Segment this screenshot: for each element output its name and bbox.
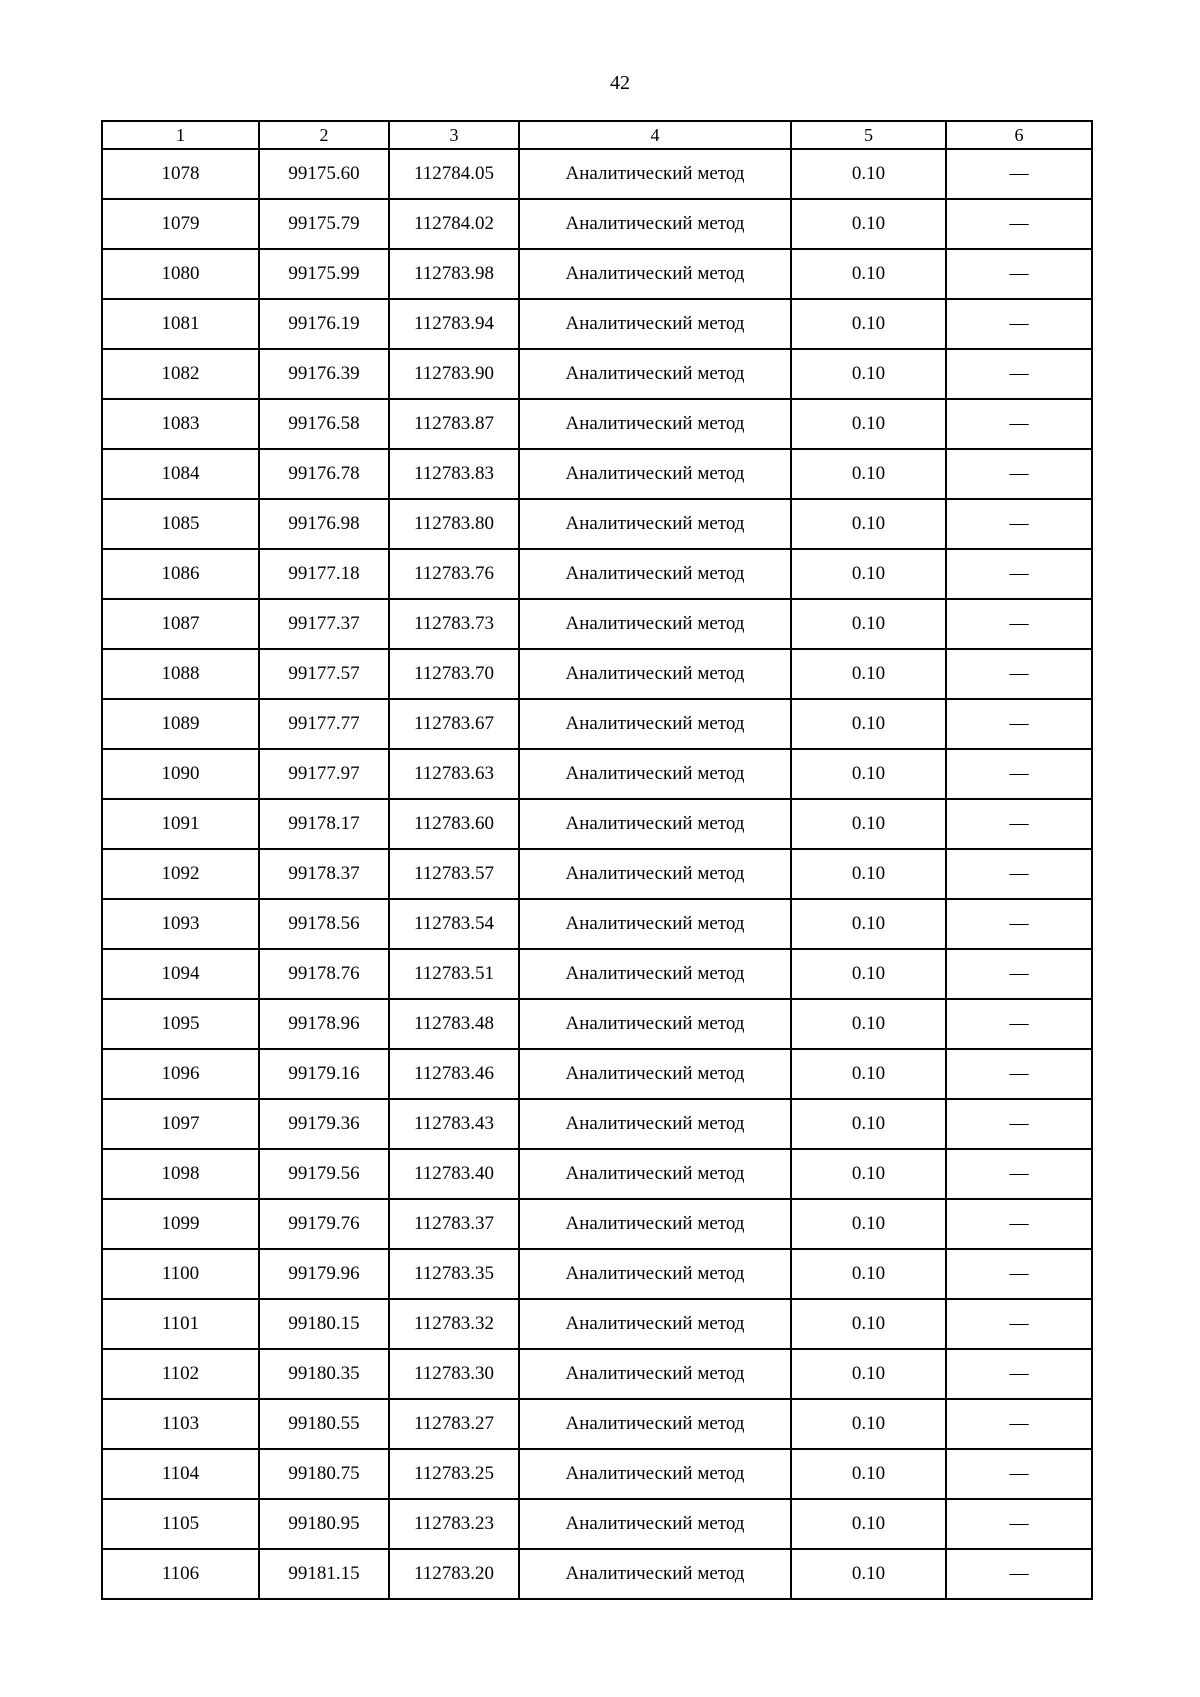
accuracy-cell: 0.10 bbox=[791, 899, 946, 949]
table-row bbox=[102, 1549, 1092, 1599]
point-number-cell: 1081 bbox=[102, 299, 259, 349]
point-number-cell: 1083 bbox=[102, 399, 259, 449]
accuracy-cell: 0.10 bbox=[791, 649, 946, 699]
method-cell: Аналитический метод bbox=[519, 749, 791, 799]
method-cell: Аналитический метод bbox=[519, 849, 791, 899]
y-coordinate-cell: 112783.32 bbox=[389, 1299, 519, 1349]
y-coordinate-cell: 112783.60 bbox=[389, 799, 519, 849]
x-coordinate-cell: 99175.99 bbox=[259, 249, 389, 299]
column-header-4: 4 bbox=[519, 121, 791, 149]
accuracy-cell: 0.10 bbox=[791, 1549, 946, 1599]
accuracy-cell: 0.10 bbox=[791, 399, 946, 449]
accuracy-cell: 0.10 bbox=[791, 449, 946, 499]
note-cell: — bbox=[946, 999, 1092, 1049]
point-number-cell: 1090 bbox=[102, 749, 259, 799]
accuracy-cell: 0.10 bbox=[791, 749, 946, 799]
accuracy-cell: 0.10 bbox=[791, 1099, 946, 1149]
y-coordinate-cell: 112783.25 bbox=[389, 1449, 519, 1499]
method-cell: Аналитический метод bbox=[519, 349, 791, 399]
accuracy-cell: 0.10 bbox=[791, 1149, 946, 1199]
table-row bbox=[102, 349, 1092, 399]
y-coordinate-cell: 112783.37 bbox=[389, 1199, 519, 1249]
note-cell: — bbox=[946, 499, 1092, 549]
note-cell: — bbox=[946, 1149, 1092, 1199]
header-row bbox=[102, 121, 1092, 149]
table-row bbox=[102, 999, 1092, 1049]
point-number-cell: 1089 bbox=[102, 699, 259, 749]
table-row bbox=[102, 749, 1092, 799]
accuracy-cell: 0.10 bbox=[791, 299, 946, 349]
point-number-cell: 1105 bbox=[102, 1499, 259, 1549]
point-number-cell: 1096 bbox=[102, 1049, 259, 1099]
point-number-cell: 1078 bbox=[102, 149, 259, 199]
x-coordinate-cell: 99179.96 bbox=[259, 1249, 389, 1299]
method-cell: Аналитический метод bbox=[519, 649, 791, 699]
point-number-cell: 1104 bbox=[102, 1449, 259, 1499]
y-coordinate-cell: 112783.94 bbox=[389, 299, 519, 349]
point-number-cell: 1092 bbox=[102, 849, 259, 899]
table-row bbox=[102, 1399, 1092, 1449]
x-coordinate-cell: 99175.79 bbox=[259, 199, 389, 249]
x-coordinate-cell: 99177.57 bbox=[259, 649, 389, 699]
accuracy-cell: 0.10 bbox=[791, 1199, 946, 1249]
y-coordinate-cell: 112783.35 bbox=[389, 1249, 519, 1299]
accuracy-cell: 0.10 bbox=[791, 199, 946, 249]
table-row bbox=[102, 1449, 1092, 1499]
table-row bbox=[102, 649, 1092, 699]
point-number-cell: 1080 bbox=[102, 249, 259, 299]
method-cell: Аналитический метод bbox=[519, 899, 791, 949]
accuracy-cell: 0.10 bbox=[791, 1499, 946, 1549]
y-coordinate-cell: 112783.70 bbox=[389, 649, 519, 699]
x-coordinate-cell: 99177.97 bbox=[259, 749, 389, 799]
method-cell: Аналитический метод bbox=[519, 1549, 791, 1599]
accuracy-cell: 0.10 bbox=[791, 949, 946, 999]
note-cell: — bbox=[946, 1249, 1092, 1299]
method-cell: Аналитический метод bbox=[519, 299, 791, 349]
x-coordinate-cell: 99175.60 bbox=[259, 149, 389, 199]
y-coordinate-cell: 112783.98 bbox=[389, 249, 519, 299]
note-cell: — bbox=[946, 349, 1092, 399]
point-number-cell: 1095 bbox=[102, 999, 259, 1049]
accuracy-cell: 0.10 bbox=[791, 1049, 946, 1099]
table-row bbox=[102, 199, 1092, 249]
y-coordinate-cell: 112783.54 bbox=[389, 899, 519, 949]
table-row bbox=[102, 599, 1092, 649]
x-coordinate-cell: 99176.78 bbox=[259, 449, 389, 499]
note-cell: — bbox=[946, 599, 1092, 649]
y-coordinate-cell: 112783.27 bbox=[389, 1399, 519, 1449]
point-number-cell: 1094 bbox=[102, 949, 259, 999]
point-number-cell: 1101 bbox=[102, 1299, 259, 1349]
method-cell: Аналитический метод bbox=[519, 199, 791, 249]
x-coordinate-cell: 99179.56 bbox=[259, 1149, 389, 1199]
x-coordinate-cell: 99178.37 bbox=[259, 849, 389, 899]
table-row bbox=[102, 1049, 1092, 1099]
y-coordinate-cell: 112783.51 bbox=[389, 949, 519, 999]
method-cell: Аналитический метод bbox=[519, 799, 791, 849]
column-header-6: 6 bbox=[946, 121, 1092, 149]
note-cell: — bbox=[946, 1099, 1092, 1149]
x-coordinate-cell: 99180.15 bbox=[259, 1299, 389, 1349]
method-cell: Аналитический метод bbox=[519, 1199, 791, 1249]
x-coordinate-cell: 99179.76 bbox=[259, 1199, 389, 1249]
point-number-cell: 1103 bbox=[102, 1399, 259, 1449]
table-row bbox=[102, 1149, 1092, 1199]
method-cell: Аналитический метод bbox=[519, 1449, 791, 1499]
y-coordinate-cell: 112783.43 bbox=[389, 1099, 519, 1149]
note-cell: — bbox=[946, 1349, 1092, 1399]
table-row bbox=[102, 849, 1092, 899]
y-coordinate-cell: 112784.02 bbox=[389, 199, 519, 249]
x-coordinate-cell: 99180.75 bbox=[259, 1449, 389, 1499]
column-header-5: 5 bbox=[791, 121, 946, 149]
method-cell: Аналитический метод bbox=[519, 549, 791, 599]
x-coordinate-cell: 99176.39 bbox=[259, 349, 389, 399]
x-coordinate-cell: 99178.96 bbox=[259, 999, 389, 1049]
y-coordinate-cell: 112783.76 bbox=[389, 549, 519, 599]
method-cell: Аналитический метод bbox=[519, 949, 791, 999]
point-number-cell: 1079 bbox=[102, 199, 259, 249]
method-cell: Аналитический метод bbox=[519, 249, 791, 299]
note-cell: — bbox=[946, 549, 1092, 599]
x-coordinate-cell: 99180.35 bbox=[259, 1349, 389, 1399]
point-number-cell: 1098 bbox=[102, 1149, 259, 1199]
y-coordinate-cell: 112783.73 bbox=[389, 599, 519, 649]
method-cell: Аналитический метод bbox=[519, 449, 791, 499]
table-row bbox=[102, 1199, 1092, 1249]
table-row bbox=[102, 1249, 1092, 1299]
y-coordinate-cell: 112783.48 bbox=[389, 999, 519, 1049]
table-header bbox=[102, 121, 1092, 149]
accuracy-cell: 0.10 bbox=[791, 1299, 946, 1349]
page-number: 42 bbox=[610, 72, 630, 94]
table-row bbox=[102, 499, 1092, 549]
point-number-cell: 1091 bbox=[102, 799, 259, 849]
note-cell: — bbox=[946, 199, 1092, 249]
y-coordinate-cell: 112783.67 bbox=[389, 699, 519, 749]
point-number-cell: 1093 bbox=[102, 899, 259, 949]
note-cell: — bbox=[946, 249, 1092, 299]
x-coordinate-cell: 99176.19 bbox=[259, 299, 389, 349]
method-cell: Аналитический метод bbox=[519, 1249, 791, 1299]
column-header-2: 2 bbox=[259, 121, 389, 149]
x-coordinate-cell: 99177.18 bbox=[259, 549, 389, 599]
accuracy-cell: 0.10 bbox=[791, 849, 946, 899]
table-row bbox=[102, 1349, 1092, 1399]
y-coordinate-cell: 112783.57 bbox=[389, 849, 519, 899]
method-cell: Аналитический метод bbox=[519, 1499, 791, 1549]
method-cell: Аналитический метод bbox=[519, 1299, 791, 1349]
y-coordinate-cell: 112783.63 bbox=[389, 749, 519, 799]
note-cell: — bbox=[946, 649, 1092, 699]
y-coordinate-cell: 112783.83 bbox=[389, 449, 519, 499]
table-row bbox=[102, 149, 1092, 199]
note-cell: — bbox=[946, 449, 1092, 499]
accuracy-cell: 0.10 bbox=[791, 799, 946, 849]
accuracy-cell: 0.10 bbox=[791, 599, 946, 649]
accuracy-cell: 0.10 bbox=[791, 249, 946, 299]
table-row bbox=[102, 799, 1092, 849]
note-cell: — bbox=[946, 699, 1092, 749]
method-cell: Аналитический метод bbox=[519, 1349, 791, 1399]
y-coordinate-cell: 112783.46 bbox=[389, 1049, 519, 1099]
table-row bbox=[102, 1299, 1092, 1349]
note-cell: — bbox=[946, 1549, 1092, 1599]
point-number-cell: 1085 bbox=[102, 499, 259, 549]
x-coordinate-cell: 99178.76 bbox=[259, 949, 389, 999]
point-number-cell: 1087 bbox=[102, 599, 259, 649]
x-coordinate-cell: 99178.17 bbox=[259, 799, 389, 849]
point-number-cell: 1106 bbox=[102, 1549, 259, 1599]
accuracy-cell: 0.10 bbox=[791, 549, 946, 599]
method-cell: Аналитический метод bbox=[519, 599, 791, 649]
point-number-cell: 1100 bbox=[102, 1249, 259, 1299]
note-cell: — bbox=[946, 1199, 1092, 1249]
note-cell: — bbox=[946, 749, 1092, 799]
accuracy-cell: 0.10 bbox=[791, 1399, 946, 1449]
accuracy-cell: 0.10 bbox=[791, 149, 946, 199]
note-cell: — bbox=[946, 1399, 1092, 1449]
point-number-cell: 1099 bbox=[102, 1199, 259, 1249]
x-coordinate-cell: 99180.55 bbox=[259, 1399, 389, 1449]
method-cell: Аналитический метод bbox=[519, 1399, 791, 1449]
accuracy-cell: 0.10 bbox=[791, 999, 946, 1049]
point-number-cell: 1082 bbox=[102, 349, 259, 399]
point-number-cell: 1086 bbox=[102, 549, 259, 599]
y-coordinate-cell: 112783.80 bbox=[389, 499, 519, 549]
y-coordinate-cell: 112783.90 bbox=[389, 349, 519, 399]
x-coordinate-cell: 99179.16 bbox=[259, 1049, 389, 1099]
x-coordinate-cell: 99177.77 bbox=[259, 699, 389, 749]
accuracy-cell: 0.10 bbox=[791, 1249, 946, 1299]
x-coordinate-cell: 99178.56 bbox=[259, 899, 389, 949]
note-cell: — bbox=[946, 299, 1092, 349]
note-cell: — bbox=[946, 849, 1092, 899]
accuracy-cell: 0.10 bbox=[791, 349, 946, 399]
note-cell: — bbox=[946, 1049, 1092, 1099]
accuracy-cell: 0.10 bbox=[791, 1449, 946, 1499]
table-row bbox=[102, 949, 1092, 999]
method-cell: Аналитический метод bbox=[519, 1099, 791, 1149]
method-cell: Аналитический метод bbox=[519, 399, 791, 449]
method-cell: Аналитический метод bbox=[519, 699, 791, 749]
x-coordinate-cell: 99180.95 bbox=[259, 1499, 389, 1549]
table-row bbox=[102, 449, 1092, 499]
note-cell: — bbox=[946, 949, 1092, 999]
table-row bbox=[102, 399, 1092, 449]
table-row bbox=[102, 1099, 1092, 1149]
y-coordinate-cell: 112783.87 bbox=[389, 399, 519, 449]
y-coordinate-cell: 112783.40 bbox=[389, 1149, 519, 1199]
accuracy-cell: 0.10 bbox=[791, 699, 946, 749]
table-row bbox=[102, 899, 1092, 949]
table-row bbox=[102, 299, 1092, 349]
y-coordinate-cell: 112783.20 bbox=[389, 1549, 519, 1599]
accuracy-cell: 0.10 bbox=[791, 499, 946, 549]
note-cell: — bbox=[946, 399, 1092, 449]
x-coordinate-cell: 99179.36 bbox=[259, 1099, 389, 1149]
note-cell: — bbox=[946, 1449, 1092, 1499]
y-coordinate-cell: 112783.30 bbox=[389, 1349, 519, 1399]
point-number-cell: 1084 bbox=[102, 449, 259, 499]
x-coordinate-cell: 99176.58 bbox=[259, 399, 389, 449]
method-cell: Аналитический метод bbox=[519, 999, 791, 1049]
x-coordinate-cell: 99177.37 bbox=[259, 599, 389, 649]
x-coordinate-cell: 99181.15 bbox=[259, 1549, 389, 1599]
note-cell: — bbox=[946, 899, 1092, 949]
table-row bbox=[102, 549, 1092, 599]
table-row bbox=[102, 1499, 1092, 1549]
point-number-cell: 1102 bbox=[102, 1349, 259, 1399]
table-body bbox=[102, 149, 1092, 1599]
method-cell: Аналитический метод bbox=[519, 1149, 791, 1199]
y-coordinate-cell: 112784.05 bbox=[389, 149, 519, 199]
coordinates-table bbox=[101, 120, 1093, 1600]
accuracy-cell: 0.10 bbox=[791, 1349, 946, 1399]
x-coordinate-cell: 99176.98 bbox=[259, 499, 389, 549]
point-number-cell: 1088 bbox=[102, 649, 259, 699]
column-header-3: 3 bbox=[389, 121, 519, 149]
method-cell: Аналитический метод bbox=[519, 1049, 791, 1099]
point-number-cell: 1097 bbox=[102, 1099, 259, 1149]
method-cell: Аналитический метод bbox=[519, 149, 791, 199]
note-cell: — bbox=[946, 1299, 1092, 1349]
method-cell: Аналитический метод bbox=[519, 499, 791, 549]
y-coordinate-cell: 112783.23 bbox=[389, 1499, 519, 1549]
note-cell: — bbox=[946, 799, 1092, 849]
table-row bbox=[102, 699, 1092, 749]
column-header-1: 1 bbox=[102, 121, 259, 149]
note-cell: — bbox=[946, 1499, 1092, 1549]
note-cell: — bbox=[946, 149, 1092, 199]
table-row bbox=[102, 249, 1092, 299]
